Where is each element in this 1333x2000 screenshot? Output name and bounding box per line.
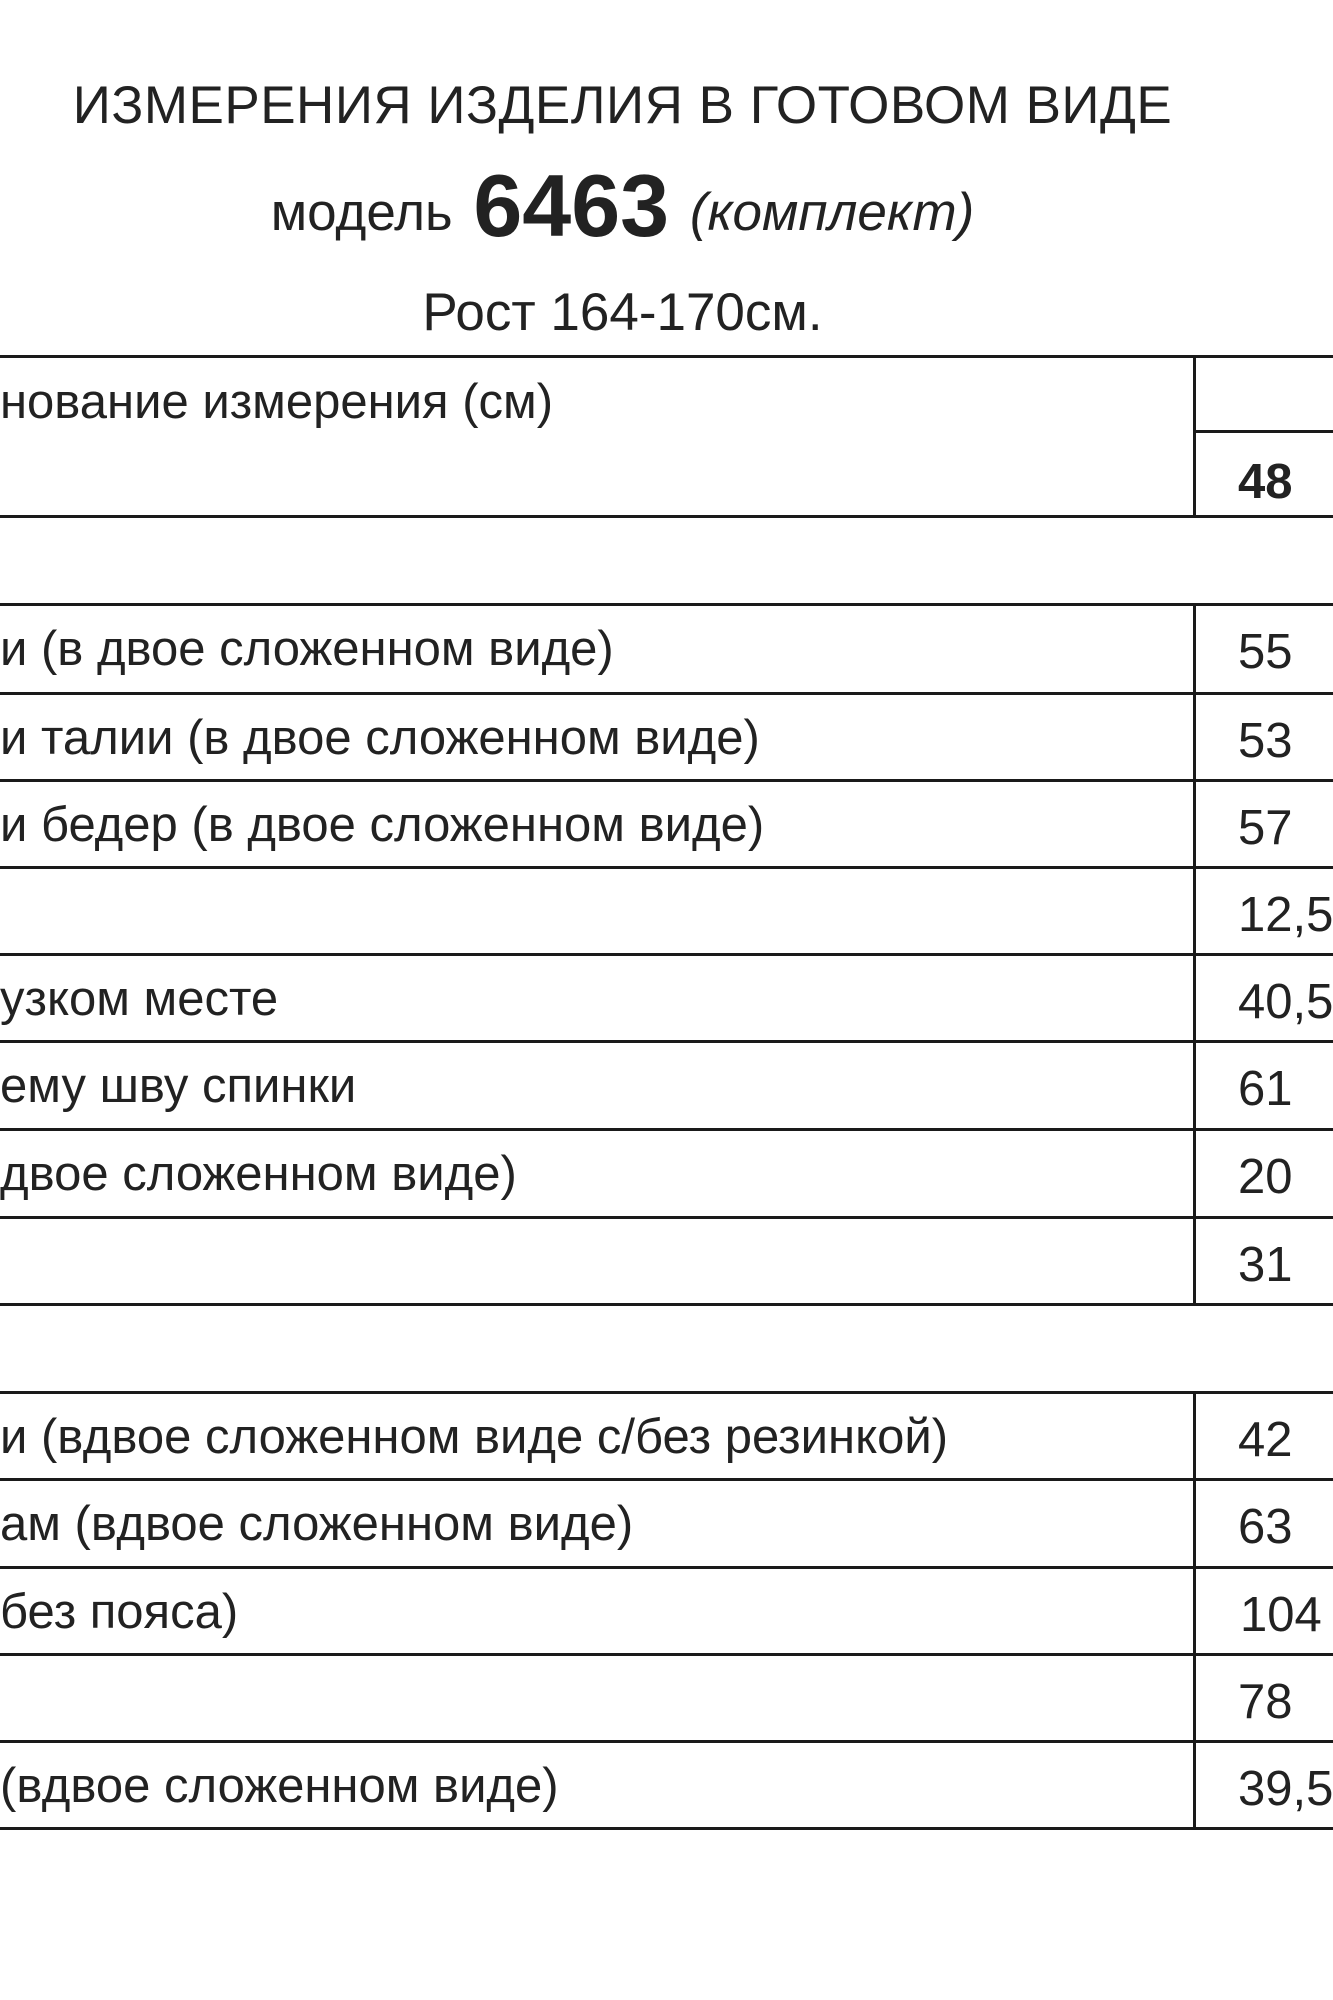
model-prefix: модель [270,183,453,242]
row-rule [0,692,1333,695]
row-label: и (вдвое сложенном виде с/без резинкой) [0,1413,949,1464]
row-rule [0,1040,1333,1043]
model-note: (комплект) [689,183,975,242]
row-rule [0,1216,1333,1219]
row-label: и (в двое сложенном виде) [0,625,614,676]
column-divider [1193,603,1196,1306]
row-label: ему шву спинки [0,1062,357,1113]
row-rule [0,1303,1333,1306]
row-value: 40,5 [1238,975,1333,1029]
row-rule [0,1478,1333,1481]
size-header: 48 [1238,455,1293,509]
row-label-cell [0,888,1195,948]
row-value: 63 [1238,1500,1293,1554]
row-value: 57 [1238,801,1293,855]
row-value: 104 [1240,1588,1322,1642]
row-value: 12,5 [1238,888,1333,942]
row-value: 53 [1238,714,1293,768]
row-label-cell [0,1413,1195,1473]
row-rule [0,1827,1333,1830]
row-value: 61 [1238,1062,1293,1116]
row-label-cell [0,975,1195,1035]
row-value: 39,5 [1238,1762,1333,1816]
row-label-cell [0,1762,1195,1822]
row-value: 42 [1238,1413,1293,1467]
row-rule [0,1566,1333,1569]
row-label-cell [0,625,1195,685]
row-label-cell [0,1238,1195,1298]
row-value: 55 [1238,625,1293,679]
height-note: Рост 164-170см. [422,283,823,342]
row-rule [0,953,1333,956]
row-rule [0,1653,1333,1656]
model-number: 6463 [473,156,670,255]
row-label: и талии (в двое сложенном виде) [0,714,760,765]
column-divider [1193,1391,1196,1830]
section-rule [0,1391,1333,1394]
row-label-cell [0,1675,1195,1735]
row-value: 78 [1238,1675,1293,1729]
row-value: 31 [1238,1238,1293,1292]
model-line [0,155,1245,257]
row-label-cell [0,1062,1195,1122]
section-rule [0,603,1333,606]
size-header-rule [1193,430,1333,433]
row-label-cell [0,714,1195,774]
row-label: ам (вдвое сложенном виде) [0,1500,634,1551]
row-rule [0,1128,1333,1131]
row-rule [0,779,1333,782]
row-label-cell [0,1500,1195,1560]
row-rule [0,866,1333,869]
row-label-cell [0,801,1195,861]
header-bottom-rule [0,515,1333,518]
row-label: узком месте [0,975,279,1026]
row-rule [0,1740,1333,1743]
row-label: (вдвое сложенном виде) [0,1762,559,1813]
row-label: двое сложенном виде) [0,1150,517,1201]
document-title: ИЗМЕРЕНИЯ ИЗДЕЛИЯ В ГОТОВОМ ВИДЕ [72,76,1173,135]
row-label: и бедер (в двое сложенном виде) [0,801,765,852]
header-label-cell [0,378,1195,438]
row-label: без пояса) [0,1588,239,1639]
row-value: 20 [1238,1150,1293,1204]
row-label-cell [0,1150,1195,1210]
header-top-rule [0,355,1333,358]
row-label-cell [0,1588,1195,1648]
header-label: нование измерения (см) [0,378,554,429]
